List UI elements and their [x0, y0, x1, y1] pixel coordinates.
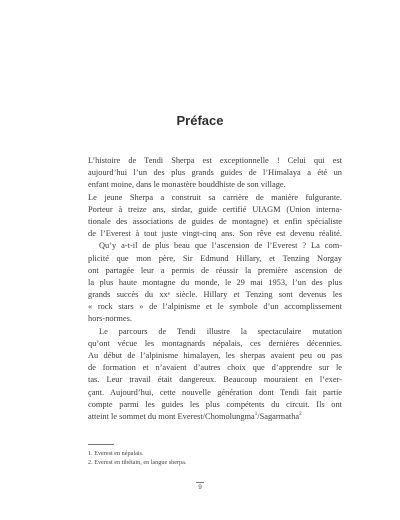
- text-line: grands succès du xxᵉ siècle. Hillary et Tenzing sont devenus les: [88, 290, 342, 300]
- text-line: la plus haute montagne du monde, le 29 mai 1953, l’un des plus: [88, 277, 342, 287]
- text-line: tas. Leur travail était dangereux. Beaucoup mouraient en l’exer-: [88, 375, 342, 385]
- text-line: Porteur à treize ans, sirdar, guide certifié UIAGM (Union interna-: [88, 204, 342, 214]
- text-line: Le parcours de Tendi illustre la spectaculaire mutation: [99, 326, 342, 336]
- text-line: aujourd’hui l’un des plus grands guides de l’Himalaya a été un: [88, 168, 342, 178]
- text-segment: /Sagarmatha: [257, 411, 300, 421]
- text-line: hors-normes.: [88, 314, 132, 324]
- page-number-divider: [196, 482, 204, 483]
- text-line: ont partagée leur a permis de réussir la première ascension de: [88, 265, 342, 275]
- text-line: qu’ont vécue les montagnards népalais, ces dernières décennies.: [88, 338, 342, 348]
- footnote-divider: [88, 444, 114, 445]
- text-line: compte parmi les guides les plus compétents du circuit. Ils ont: [88, 399, 342, 409]
- text-line-last: [88, 411, 342, 423]
- text-line: enfant moine, dans le monastère bouddhiste de son village.: [88, 180, 286, 190]
- text-line: L’histoire de Tendi Sherpa est exceptionnelle ! Celui qui est: [88, 156, 342, 165]
- page-title: Préface: [176, 113, 224, 128]
- footnotes: [88, 449, 342, 467]
- footnote-ref[interactable]: 2: [299, 412, 302, 418]
- footnote: 2. Everest en tibétain, en langue sherpa.: [88, 459, 187, 466]
- text-line: de formation et n’avaient d’autres choix que d’apprendre sur le: [88, 363, 342, 373]
- text-line: tionale des associations de guides de montagne) et enfin spécialiste: [88, 216, 342, 226]
- text-line: Au début de l’alpinisme himalayen, les sherpas avaient peu ou pas: [88, 351, 342, 360]
- text-line: plicité que mon père, Sir Edmund Hillary, et Tenzing Norgay: [88, 253, 342, 263]
- text-line: de l’Everest à tout juste vingt-cinq ans. Son rêve est devenu réalité.: [88, 229, 342, 239]
- text-segment: atteint le sommet du mont Everest/Chomolungma: [88, 411, 255, 421]
- text-line: « rock stars » de l’alpinisme et le symbole d’un accomplissement: [88, 302, 342, 312]
- text-line: çant. Aujourd’hui, cette nouvelle génération dont Tendi fait partie: [88, 387, 342, 397]
- page-number: 9: [198, 484, 202, 491]
- text-line: Le jeune Sherpa a construit sa carrière de manière fulgurante.: [88, 192, 342, 202]
- footnote-ref[interactable]: 1: [254, 412, 258, 418]
- footnote: 1. Everest en népalais.: [88, 450, 144, 457]
- preface-body: [88, 155, 342, 423]
- text-line: Qu’y a-t-il de plus beau que l’ascension de l’Everest ? La com-: [99, 241, 342, 251]
